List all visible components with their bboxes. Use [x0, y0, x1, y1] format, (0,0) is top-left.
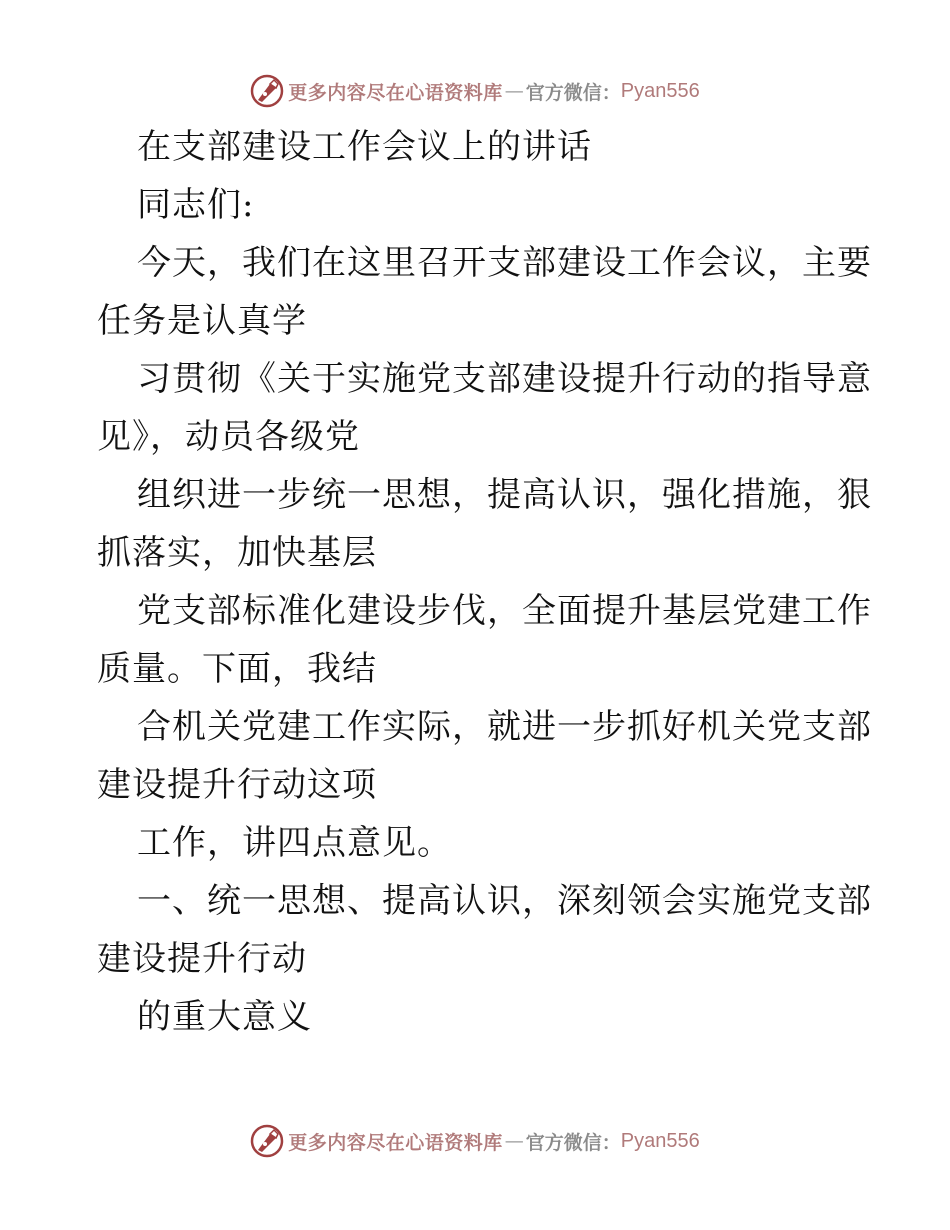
pen-nib-logo-icon	[250, 74, 284, 108]
text-line: 组织进一步统一思想，提高认识，强化措施，狠	[137, 475, 872, 515]
watermark-text: 更多内容尽在心语资料库	[288, 81, 503, 104]
text-line: 质量。下面，我结	[97, 649, 377, 689]
header-watermark	[0, 71, 950, 111]
text-line: 一、统一思想、提高认识，深刻领会实施党支部	[137, 881, 872, 921]
watermark-wechat-id: Pyan556	[620, 1129, 700, 1152]
watermark-dash: —	[504, 80, 524, 102]
watermark-dash: —	[504, 1130, 524, 1152]
text-line: 任务是认真学	[97, 301, 307, 341]
text-line: 今天，我们在这里召开支部建设工作会议，主要	[137, 243, 872, 283]
text-line: 抓落实，加快基层	[97, 533, 377, 573]
text-line: 党支部标准化建设步伐，全面提升基层党建工作	[137, 591, 872, 631]
document-body	[97, 118, 872, 1046]
text-line: 习贯彻《关于实施党支部建设提升行动的指导意	[137, 359, 872, 399]
text-line: 在支部建设工作会议上的讲话	[137, 127, 592, 167]
watermark-wechat-label: 官方微信：	[525, 1131, 621, 1154]
text-line: 工作，讲四点意见。	[137, 823, 452, 863]
pen-nib-logo-icon	[250, 1124, 284, 1158]
text-line: 合机关党建工作实际，就进一步抓好机关党支部	[137, 707, 872, 747]
text-line: 见》，动员各级党	[97, 417, 360, 457]
text-line: 建设提升行动	[97, 939, 307, 979]
watermark-wechat-id: Pyan556	[620, 79, 700, 102]
footer-watermark	[0, 1121, 950, 1161]
watermark-wechat-label: 官方微信：	[525, 81, 621, 104]
text-line: 同志们:	[137, 185, 255, 225]
text-line: 的重大意义	[137, 997, 312, 1037]
watermark-text: 更多内容尽在心语资料库	[288, 1131, 503, 1154]
text-line: 建设提升行动这项	[97, 765, 377, 805]
